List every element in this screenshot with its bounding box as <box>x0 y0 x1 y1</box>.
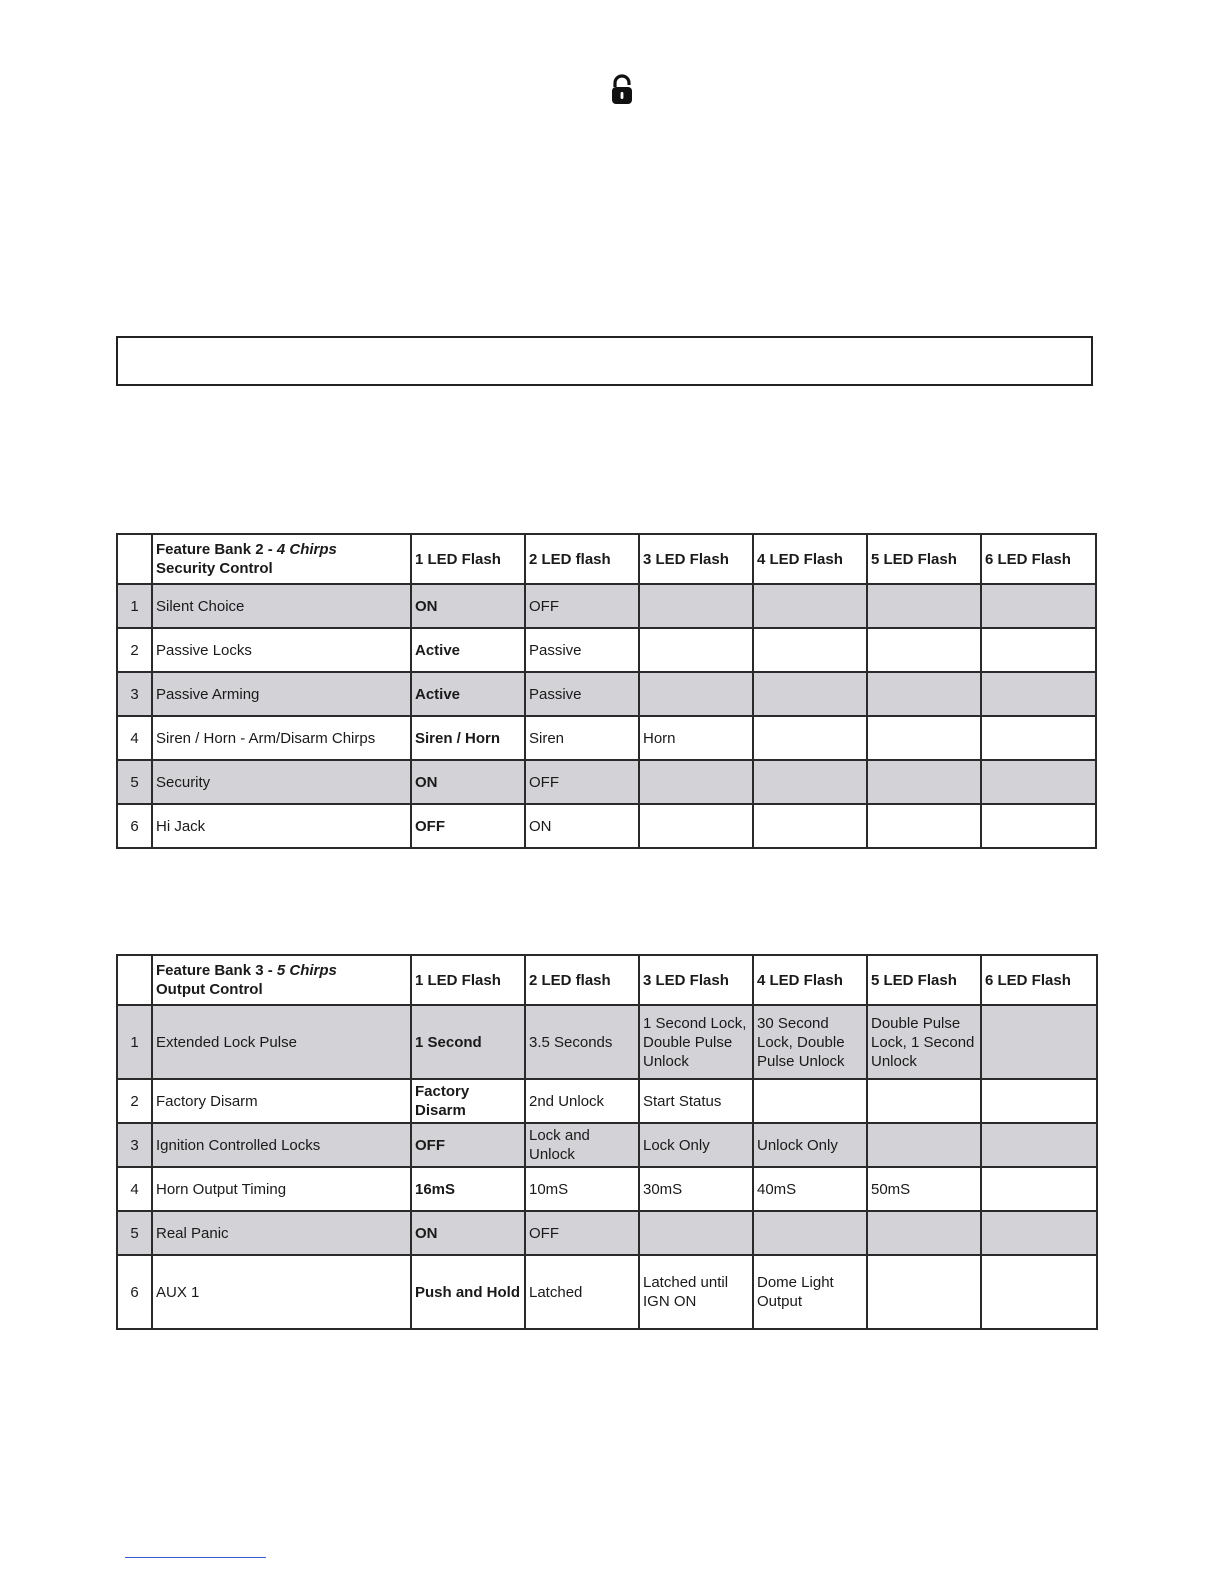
option-cell: 30mS <box>639 1167 753 1211</box>
option-cell <box>867 1211 981 1255</box>
bank-subtitle: Security Control <box>156 560 273 577</box>
option-cell <box>867 628 981 672</box>
column-header: 2 LED flash <box>525 534 639 584</box>
option-cell <box>981 1211 1097 1255</box>
option-cell <box>753 672 867 716</box>
empty-note-box <box>116 336 1093 386</box>
option-cell <box>639 1211 753 1255</box>
option-cell <box>753 628 867 672</box>
option-cell <box>753 1211 867 1255</box>
bank-chirps: 5 Chirps <box>276 962 337 979</box>
option-cell: Horn <box>639 716 753 760</box>
option-cell <box>753 716 867 760</box>
option-cell: 30 Second Lock, Double Pulse Unlock <box>753 1005 867 1079</box>
column-header: 3 LED Flash <box>639 534 753 584</box>
option-cell: ON <box>411 1211 525 1255</box>
option-cell: 1 Second Lock, Double Pulse Unlock <box>639 1005 753 1079</box>
option-cell <box>639 672 753 716</box>
bank-title-cell <box>152 955 411 1005</box>
option-cell <box>753 760 867 804</box>
row-number: 3 <box>117 1123 152 1167</box>
option-cell: Siren <box>525 716 639 760</box>
bank-subtitle: Output Control <box>156 981 263 998</box>
column-header: 6 LED Flash <box>981 534 1096 584</box>
option-cell: Factory Disarm <box>411 1079 525 1123</box>
option-cell: 3.5 Seconds <box>525 1005 639 1079</box>
option-cell: Active <box>411 628 525 672</box>
feature-name: Extended Lock Pulse <box>152 1005 411 1079</box>
row-number: 4 <box>117 1167 152 1211</box>
option-cell: OFF <box>525 1211 639 1255</box>
option-cell <box>867 1123 981 1167</box>
column-header: 4 LED Flash <box>753 955 867 1005</box>
feature-name: Passive Arming <box>152 672 411 716</box>
table-row <box>117 1005 1097 1079</box>
option-cell <box>981 628 1096 672</box>
table-row <box>117 672 1096 716</box>
feature-name: Hi Jack <box>152 804 411 848</box>
option-cell: Dome Light Output <box>753 1255 867 1329</box>
option-cell: 1 Second <box>411 1005 525 1079</box>
option-cell: OFF <box>525 584 639 628</box>
feature-name: Silent Choice <box>152 584 411 628</box>
feature-name: Security <box>152 760 411 804</box>
option-cell <box>981 1123 1097 1167</box>
option-cell: 16mS <box>411 1167 525 1211</box>
option-cell: 10mS <box>525 1167 639 1211</box>
feature-name: Real Panic <box>152 1211 411 1255</box>
row-number: 2 <box>117 1079 152 1123</box>
option-cell <box>981 1255 1097 1329</box>
option-cell <box>867 716 981 760</box>
column-header: 1 LED Flash <box>411 955 525 1005</box>
feature-bank-3-table <box>116 954 1098 1330</box>
row-number: 3 <box>117 672 152 716</box>
bank2-body <box>117 534 1096 848</box>
table-row <box>117 804 1096 848</box>
bank-title-cell <box>152 534 411 584</box>
option-cell: Passive <box>525 628 639 672</box>
option-cell <box>753 804 867 848</box>
row-number: 6 <box>117 804 152 848</box>
feature-name: AUX 1 <box>152 1255 411 1329</box>
column-header: 3 LED Flash <box>639 955 753 1005</box>
option-cell <box>867 804 981 848</box>
header-num-cell <box>117 534 152 584</box>
option-cell <box>981 584 1096 628</box>
option-cell: Double Pulse Lock, 1 Second Unlock <box>867 1005 981 1079</box>
row-number: 4 <box>117 716 152 760</box>
option-cell: Latched <box>525 1255 639 1329</box>
option-cell <box>867 1079 981 1123</box>
column-header: 1 LED Flash <box>411 534 525 584</box>
option-cell: OFF <box>411 1123 525 1167</box>
option-cell: Latched until IGN ON <box>639 1255 753 1329</box>
option-cell: ON <box>411 584 525 628</box>
option-cell <box>981 760 1096 804</box>
table-row <box>117 1211 1097 1255</box>
option-cell: Lock and Unlock <box>525 1123 639 1167</box>
table-row <box>117 716 1096 760</box>
unlocked-padlock-icon <box>609 74 635 106</box>
row-number: 1 <box>117 584 152 628</box>
option-cell <box>981 1079 1097 1123</box>
table-row <box>117 1255 1097 1329</box>
option-cell <box>639 628 753 672</box>
option-cell <box>639 584 753 628</box>
option-cell: 2nd Unlock <box>525 1079 639 1123</box>
option-cell <box>753 1079 867 1123</box>
option-cell: Push and Hold <box>411 1255 525 1329</box>
table-row <box>117 1167 1097 1211</box>
header-num-cell <box>117 955 152 1005</box>
option-cell: 40mS <box>753 1167 867 1211</box>
option-cell <box>753 584 867 628</box>
option-cell: ON <box>411 760 525 804</box>
option-cell <box>981 672 1096 716</box>
option-cell: Lock Only <box>639 1123 753 1167</box>
row-number: 2 <box>117 628 152 672</box>
column-header: 6 LED Flash <box>981 955 1097 1005</box>
feature-name: Passive Locks <box>152 628 411 672</box>
table-row <box>117 760 1096 804</box>
option-cell <box>981 1167 1097 1211</box>
row-number: 6 <box>117 1255 152 1329</box>
column-header: 5 LED Flash <box>867 955 981 1005</box>
column-header: 5 LED Flash <box>867 534 981 584</box>
footer-rule <box>125 1557 266 1558</box>
option-cell: Passive <box>525 672 639 716</box>
bank-title-prefix: Feature Bank 2 - <box>156 541 277 558</box>
option-cell: 50mS <box>867 1167 981 1211</box>
feature-name: Ignition Controlled Locks <box>152 1123 411 1167</box>
option-cell <box>639 760 753 804</box>
column-header: 2 LED flash <box>525 955 639 1005</box>
table-row <box>117 584 1096 628</box>
option-cell: OFF <box>411 804 525 848</box>
option-cell: Siren / Horn <box>411 716 525 760</box>
feature-name: Factory Disarm <box>152 1079 411 1123</box>
option-cell <box>867 760 981 804</box>
row-number: 5 <box>117 1211 152 1255</box>
table-row <box>117 1123 1097 1167</box>
feature-bank-2-table <box>116 533 1097 849</box>
column-header: 4 LED Flash <box>753 534 867 584</box>
bank3-body <box>117 955 1097 1329</box>
table-row <box>117 1079 1097 1123</box>
row-number: 5 <box>117 760 152 804</box>
row-number: 1 <box>117 1005 152 1079</box>
bank-title <box>156 961 407 980</box>
feature-name: Horn Output Timing <box>152 1167 411 1211</box>
header-row <box>117 955 1097 1005</box>
header-row <box>117 534 1096 584</box>
option-cell: Unlock Only <box>753 1123 867 1167</box>
option-cell: Active <box>411 672 525 716</box>
option-cell: Start Status <box>639 1079 753 1123</box>
bank-chirps: 4 Chirps <box>276 541 337 558</box>
option-cell: OFF <box>525 760 639 804</box>
option-cell <box>981 716 1096 760</box>
option-cell: ON <box>525 804 639 848</box>
option-cell <box>867 672 981 716</box>
option-cell <box>981 804 1096 848</box>
option-cell <box>867 1255 981 1329</box>
feature-name: Siren / Horn - Arm/Disarm Chirps <box>152 716 411 760</box>
bank-title-prefix: Feature Bank 3 - <box>156 962 277 979</box>
option-cell <box>981 1005 1097 1079</box>
option-cell <box>867 584 981 628</box>
option-cell <box>639 804 753 848</box>
bank-title <box>156 540 407 559</box>
table-row <box>117 628 1096 672</box>
